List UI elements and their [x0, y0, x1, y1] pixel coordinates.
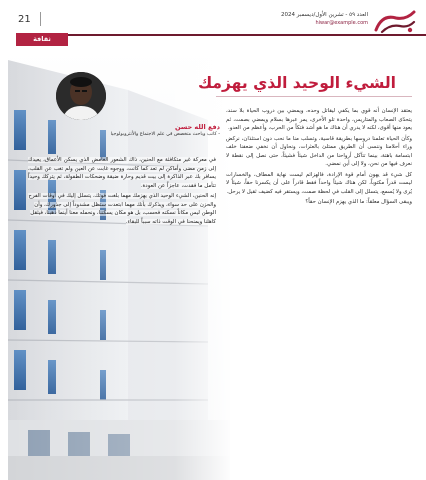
page-number: 21	[18, 14, 31, 25]
building-photo	[8, 50, 230, 480]
left-column	[28, 156, 216, 228]
right-paragraph: وكأن الحياة تعلمنا دروسها بطريقة قاسية، وتسلب منا ما نحب دون استئذان، نركض وراء أحلامنا وننسى أن الطريق ممتلئ بالعثرات، ونحاول أن نخفي ضعفنا خلف ابتسامة باهتة، بينما تتآكل أرواحنا من الداخل شيئاً فشيئاً، حتى نصل إلى نقطة لا نعرف فيها من نحن، ولا إلى أين نمضي.	[226, 135, 412, 167]
left-paragraph	[28, 192, 216, 226]
issue-info	[281, 12, 368, 26]
issue-line: العدد ٥٩ - تشرين الأول/ديسمبر 2024	[281, 12, 368, 18]
left-paragraph-text: في معركة غير متكافئة مع الحنين، ذاك الشعور الغامض الذي يسكن الأعماق، يعيدك إلى زمن مضى وأماكن لم تعد كما كانت، ووجوه غابت عن العين ولم تغب عن القلب، يسافر بك عبر الذاكرة إلى بيت قديم وحارة ضيقة وضحكات الطفولة، ثم يتركك وحيداً تتأمل ما فقدت، عاجزاً عن العودة.	[28, 157, 216, 189]
section-badge: ثقافة	[16, 33, 68, 46]
author-name: دفع الله حسن	[175, 123, 220, 131]
page-number-divider	[40, 12, 41, 26]
left-paragraph-text: إنه الحنين، الشيء الوحيد الذي يهزمك مهما بلغت قوتك، يتسلل إليك في أوقات الفرح والحزن على حد سواء، ويذكرك بأنك مهما ابتعدت ستظل مشدوداً إلى جذورك، وأن الوطن ليس مكاناً نسكنه فحسب، بل هو مكان يسكننا، ونحمله معنا أينما ذهبنا، فيثقل كاهلنا ويمنحنا في الوقت ذاته سبباً للبقاء.	[28, 193, 216, 225]
title-rule	[216, 96, 412, 97]
author-role: - كاتب وباحث متخصص في علم الاجتماع والأنثروبولوجيا	[110, 132, 220, 137]
right-paragraph: ويبقى السؤال معلقاً: ما الذي يهزم الإنسان حقاً؟	[305, 199, 412, 205]
right-column	[226, 107, 412, 209]
header-rule	[16, 34, 426, 36]
author-portrait	[56, 72, 106, 120]
article-title: الشيء الوحيد الذي يهزمك	[197, 74, 396, 92]
issue-contact: hiwar@example.com	[315, 20, 368, 26]
right-paragraph: كل شيء قد يهون أمام قوة الإرادة، فالهزائم ليست نهاية المطاف، والخسارات ليست قدراً مكتوباً، لكن هناك شيئاً واحداً فقط قادراً على أن يكسرنا حقاً، شيئاً لا يُرى ولا يُسمع، يتسلل إلى القلب في لحظة صمت، ويستقر فيه كضيف ثقيل لا يرحل.	[226, 171, 412, 195]
right-paragraph: يعتقد الإنسان أنه قوي بما يكفي ليقاتل وحده، ويمضي بين دروب الحياة بلا سند، يتحدّى الصعاب والمتاريس، واحدة تلو الأخرى، يمر عبرها بسلام ويمضي بصمت، ثم يعود منها أقوى، لكنه لا يدري أن هناك ما هو أشد فتكاً من الحرب، وأعظم من العدو.	[226, 108, 412, 131]
left-paragraph	[28, 156, 216, 190]
